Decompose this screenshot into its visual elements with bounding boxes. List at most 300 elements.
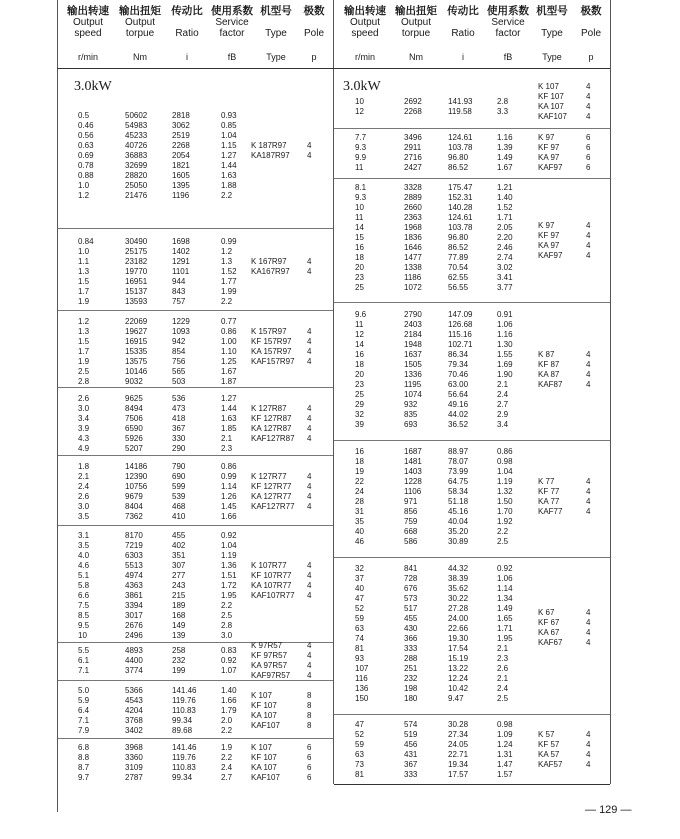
factor-cell: 3.3	[497, 107, 509, 116]
factor-cell: 1.55	[497, 350, 513, 359]
ratio-cell: 232	[172, 656, 186, 665]
pole-cell: 4	[586, 628, 591, 637]
speed-cell: 40	[355, 584, 364, 593]
factor-cell: 1.90	[497, 370, 513, 379]
torque-cell: 3394	[125, 601, 143, 610]
torque-cell: 4400	[125, 656, 143, 665]
factor-cell: 2.5	[497, 537, 509, 546]
speed-cell: 1.3	[78, 267, 90, 276]
speed-cell: 4.3	[78, 434, 90, 443]
ratio-cell: 258	[172, 646, 186, 655]
type-cell: KAF107R77	[251, 591, 295, 600]
speed-cell: 3.1	[78, 531, 90, 540]
torque-cell: 2268	[404, 107, 422, 116]
torque-cell: 1481	[404, 457, 422, 466]
left-group-4-pole-column	[307, 404, 311, 444]
factor-cell: 0.92	[497, 564, 513, 573]
pole-cell: 4	[586, 102, 591, 111]
right-group-divider	[334, 302, 610, 303]
torque-cell: 32699	[125, 161, 148, 170]
right-group-1-ratio-column	[448, 97, 472, 117]
factor-cell: 1.44	[221, 404, 237, 413]
speed-cell: 3.5	[78, 541, 90, 550]
torque-cell: 25050	[125, 181, 148, 190]
torque-cell: 16915	[125, 337, 148, 346]
factor-cell: 1.95	[497, 634, 513, 643]
type-cell: KF 97	[538, 231, 560, 240]
torque-cell: 455	[404, 614, 418, 623]
speed-cell: 9.3	[355, 143, 367, 152]
torque-cell: 5926	[125, 434, 143, 443]
torque-cell: 45233	[125, 131, 148, 140]
speed-cell: 1.7	[78, 287, 90, 296]
right-group-divider	[334, 557, 610, 558]
factor-cell: 1.49	[497, 153, 513, 162]
pole-cell: 8	[307, 711, 312, 720]
torque-cell: 2889	[404, 193, 422, 202]
factor-cell: 0.92	[221, 656, 237, 665]
unit-torque-right: Nm	[409, 52, 423, 62]
left-group-5-type-column	[251, 472, 295, 512]
factor-cell: 1.77	[221, 277, 237, 286]
left-group-6-ratio-column	[172, 531, 185, 641]
speed-cell: 4.6	[78, 561, 90, 570]
factor-cell: 2.5	[497, 694, 509, 703]
pole-cell: 4	[307, 434, 312, 443]
factor-cell: 1.40	[497, 193, 513, 202]
torque-cell: 4543	[125, 696, 143, 705]
right-group-3-ratio-column	[448, 183, 472, 293]
factor-cell: 0.98	[497, 457, 513, 466]
factor-cell: 1.67	[497, 163, 513, 172]
power-label-left: 3.0kW	[74, 79, 112, 94]
factor-cell: 1.31	[497, 750, 513, 759]
pole-cell: 4	[307, 327, 312, 336]
torque-cell: 971	[404, 497, 418, 506]
right-group-7-ratio-column	[448, 720, 468, 780]
pole-cell: 4	[307, 591, 312, 600]
factor-cell: 1.2	[221, 247, 233, 256]
pole-cell: 4	[586, 251, 591, 260]
left-group-9-type-column	[251, 743, 280, 783]
type-cell: KF 107	[251, 753, 277, 762]
right-group-5-type-column	[538, 477, 562, 517]
left-group-2-pole-column	[307, 257, 311, 277]
pole-cell: 6	[307, 753, 312, 762]
type-cell: KF 97R57	[251, 651, 288, 660]
left-group-7-pole-column	[307, 641, 311, 681]
ratio-cell: 99.34	[172, 773, 193, 782]
pole-cell: 4	[586, 507, 591, 516]
factor-cell: 1.04	[221, 131, 237, 140]
ratio-cell: 19.30	[448, 634, 469, 643]
torque-cell: 759	[404, 517, 418, 526]
speed-cell: 81	[355, 770, 364, 779]
torque-cell: 288	[404, 654, 418, 663]
factor-cell: 1.72	[221, 581, 237, 590]
factor-cell: 0.91	[497, 310, 513, 319]
torque-cell: 2496	[125, 631, 143, 640]
unit-pole-left: p	[311, 52, 317, 62]
pole-cell: 6	[586, 153, 591, 162]
type-cell: KF 127R77	[251, 482, 292, 491]
header-factor-left: 使用系数 Service factor	[211, 5, 253, 39]
left-group-8-speed-column	[78, 686, 89, 736]
type-cell: K 127R87	[251, 404, 287, 413]
torque-cell: 50602	[125, 111, 148, 120]
factor-cell: 1.71	[497, 213, 513, 222]
factor-cell: 1.15	[221, 141, 237, 150]
right-group-divider	[334, 440, 610, 441]
ratio-cell: 1101	[172, 267, 190, 276]
factor-cell: 1.63	[221, 171, 237, 180]
header-torque-right: 输出扭矩 Output torpue	[395, 5, 437, 39]
factor-cell: 0.99	[221, 472, 237, 481]
torque-cell: 6303	[125, 551, 143, 560]
pole-cell: 4	[307, 561, 312, 570]
torque-cell: 3109	[125, 763, 143, 772]
pole-cell: 6	[307, 773, 312, 782]
type-cell: KA 67	[538, 628, 560, 637]
header-ratio-left: 传动比 Ratio	[171, 5, 203, 39]
ratio-cell: 536	[172, 394, 186, 403]
pole-cell: 4	[307, 151, 312, 160]
right-group-6-speed-column	[355, 564, 368, 704]
type-cell: KAF97R57	[251, 671, 291, 680]
ratio-cell: 99.34	[172, 716, 193, 725]
torque-cell: 19770	[125, 267, 148, 276]
ratio-cell: 539	[172, 492, 186, 501]
factor-cell: 2.1	[497, 644, 509, 653]
type-cell: KA167R97	[251, 267, 290, 276]
left-border	[57, 0, 58, 812]
right-group-3-torque-column	[404, 183, 422, 293]
factor-cell: 3.41	[497, 273, 513, 282]
speed-cell: 7.5	[78, 601, 90, 610]
torque-cell: 4893	[125, 646, 143, 655]
ratio-cell: 51.18	[448, 497, 469, 506]
speed-cell: 5.5	[78, 646, 90, 655]
ratio-cell: 30.89	[448, 537, 469, 546]
ratio-cell: 307	[172, 561, 186, 570]
factor-cell: 0.85	[221, 121, 237, 130]
ratio-cell: 15.19	[448, 654, 469, 663]
pole-cell: 4	[307, 347, 312, 356]
type-cell: KA 87	[538, 370, 560, 379]
ratio-cell: 351	[172, 551, 186, 560]
factor-cell: 1.09	[497, 730, 513, 739]
left-group-divider	[58, 642, 333, 643]
type-cell: KAF57	[538, 760, 563, 769]
type-cell: K 157R97	[251, 327, 287, 336]
ratio-cell: 56.55	[448, 283, 469, 292]
right-group-2-pole-column	[586, 133, 590, 173]
right-group-4-torque-column	[404, 310, 422, 430]
torque-cell: 932	[404, 400, 418, 409]
type-cell: K 187R97	[251, 141, 287, 150]
factor-cell: 1.47	[497, 760, 513, 769]
factor-cell: 1.52	[497, 203, 513, 212]
torque-cell: 36883	[125, 151, 148, 160]
left-group-divider	[58, 738, 333, 739]
torque-cell: 1338	[404, 263, 422, 272]
ratio-cell: 35.62	[448, 584, 469, 593]
speed-cell: 1.7	[78, 347, 90, 356]
ratio-cell: 35.20	[448, 527, 469, 536]
speed-cell: 23	[355, 380, 364, 389]
right-group-4-pole-column	[586, 350, 590, 390]
type-cell: KA 97	[538, 153, 560, 162]
torque-cell: 13593	[125, 297, 148, 306]
ratio-cell: 124.61	[448, 133, 473, 142]
left-group-8-ratio-column	[172, 686, 196, 736]
torque-cell: 3861	[125, 591, 143, 600]
ratio-cell: 56.64	[448, 390, 469, 399]
torque-cell: 10146	[125, 367, 148, 376]
speed-cell: 46	[355, 537, 364, 546]
pole-cell: 4	[586, 618, 591, 627]
torque-cell: 3774	[125, 666, 143, 675]
factor-cell: 2.74	[497, 253, 513, 262]
factor-cell: 1.06	[497, 574, 513, 583]
torque-cell: 1186	[404, 273, 422, 282]
left-group-1-torque-column	[125, 111, 147, 201]
pole-cell: 6	[307, 743, 312, 752]
pole-cell: 6	[586, 143, 591, 152]
ratio-cell: 141.93	[448, 97, 473, 106]
left-group-8-torque-column	[125, 686, 143, 736]
right-group-5-torque-column	[404, 447, 422, 547]
speed-cell: 12	[355, 330, 364, 339]
factor-cell: 2.9	[497, 410, 509, 419]
right-group-divider	[334, 714, 610, 715]
speed-cell: 8.1	[355, 183, 367, 192]
speed-cell: 32	[355, 564, 364, 573]
ratio-cell: 215	[172, 591, 186, 600]
ratio-cell: 13.22	[448, 664, 469, 673]
factor-cell: 2.3	[497, 654, 509, 663]
ratio-cell: 22.66	[448, 624, 469, 633]
torque-cell: 1687	[404, 447, 422, 456]
factor-cell: 3.02	[497, 263, 513, 272]
ratio-cell: 149	[172, 621, 186, 630]
type-cell: KF 157R97	[251, 337, 292, 346]
speed-cell: 52	[355, 604, 364, 613]
torque-cell: 3768	[125, 716, 143, 725]
right-group-1-type-column	[538, 82, 567, 122]
torque-cell: 456	[404, 740, 418, 749]
factor-cell: 1.30	[497, 340, 513, 349]
torque-cell: 4204	[125, 706, 143, 715]
torque-cell: 28820	[125, 171, 148, 180]
ratio-cell: 102.71	[448, 340, 473, 349]
torque-cell: 1074	[404, 390, 422, 399]
right-group-2-torque-column	[404, 133, 422, 173]
page-number-value: 129	[599, 804, 618, 816]
torque-cell: 2403	[404, 320, 422, 329]
pole-cell: 4	[586, 730, 591, 739]
page-number-dash-right: —	[620, 804, 632, 816]
factor-cell: 1.16	[497, 330, 513, 339]
left-group-4-torque-column	[125, 394, 143, 454]
ratio-cell: 473	[172, 404, 186, 413]
type-cell: KF 77	[538, 487, 560, 496]
torque-cell: 2676	[125, 621, 143, 630]
type-cell: KAF107	[251, 721, 280, 730]
unit-ratio-left: i	[186, 52, 188, 62]
left-group-5-ratio-column	[172, 462, 185, 522]
factor-cell: 0.98	[497, 720, 513, 729]
torque-cell: 2363	[404, 213, 422, 222]
speed-cell: 3.4	[78, 414, 90, 423]
ratio-cell: 2268	[172, 141, 190, 150]
factor-cell: 1.25	[221, 357, 237, 366]
left-group-6-torque-column	[125, 531, 143, 641]
ratio-cell: 599	[172, 482, 186, 491]
speed-cell: 2.5	[78, 367, 90, 376]
type-cell: KAF97	[538, 251, 563, 260]
torque-cell: 7506	[125, 414, 143, 423]
pole-cell: 4	[586, 112, 591, 121]
right-group-6-factor-column	[497, 564, 513, 704]
right-group-divider	[334, 178, 610, 179]
torque-cell: 2660	[404, 203, 422, 212]
ratio-cell: 140.28	[448, 203, 473, 212]
ratio-cell: 455	[172, 531, 186, 540]
factor-cell: 1.24	[497, 740, 513, 749]
torque-cell: 9032	[125, 377, 143, 386]
ratio-cell: 27.28	[448, 604, 469, 613]
header-torque-left: 输出扭矩 Output torpue	[119, 5, 161, 39]
speed-cell: 3.0	[78, 404, 90, 413]
type-cell: KAF87	[538, 380, 563, 389]
torque-cell: 1336	[404, 370, 422, 379]
pole-cell: 4	[307, 661, 312, 670]
torque-cell: 198	[404, 684, 418, 693]
pole-cell: 4	[307, 581, 312, 590]
factor-cell: 1.57	[497, 770, 513, 779]
torque-cell: 3968	[125, 743, 143, 752]
ratio-cell: 78.07	[448, 457, 469, 466]
ratio-cell: 30.22	[448, 594, 469, 603]
speed-cell: 11	[355, 163, 364, 172]
right-group-1-torque-column	[404, 97, 422, 117]
power-label-right: 3.0kW	[343, 79, 381, 94]
torque-cell: 6590	[125, 424, 143, 433]
speed-cell: 107	[355, 664, 369, 673]
factor-cell: 3.4	[497, 420, 509, 429]
pole-cell: 4	[586, 608, 591, 617]
header-speed-right: 输出转速 Output speed	[344, 5, 386, 39]
right-group-7-pole-column	[586, 730, 590, 770]
type-cell: KA 107R77	[251, 581, 292, 590]
unit-ratio-right: i	[462, 52, 464, 62]
right-group-4-type-column	[538, 350, 562, 390]
pole-cell: 6	[307, 763, 312, 772]
factor-cell: 1.34	[497, 594, 513, 603]
torque-cell: 3402	[125, 726, 143, 735]
torque-cell: 5207	[125, 444, 143, 453]
header-rule	[57, 68, 610, 69]
speed-cell: 25	[355, 283, 364, 292]
speed-cell: 22	[355, 477, 364, 486]
factor-cell: 1.88	[221, 181, 237, 190]
torque-cell: 9625	[125, 394, 143, 403]
speed-cell: 47	[355, 594, 364, 603]
ratio-cell: 942	[172, 337, 186, 346]
type-cell: K 97R57	[251, 641, 283, 650]
ratio-cell: 38.39	[448, 574, 469, 583]
factor-cell: 1.50	[497, 497, 513, 506]
factor-cell: 1.21	[497, 183, 513, 192]
left-group-divider	[58, 455, 333, 456]
left-group-6-pole-column	[307, 561, 311, 601]
torque-cell: 2692	[404, 97, 422, 106]
torque-cell: 22069	[125, 317, 148, 326]
torque-cell: 180	[404, 694, 418, 703]
torque-cell: 232	[404, 674, 418, 683]
type-cell: KA187R97	[251, 151, 290, 160]
factor-cell: 1.07	[221, 666, 237, 675]
speed-cell: 0.84	[78, 237, 94, 246]
pole-cell: 6	[586, 163, 591, 172]
speed-cell: 8.5	[78, 611, 90, 620]
speed-cell: 25	[355, 390, 364, 399]
type-cell: KF 107	[538, 92, 564, 101]
ratio-cell: 77.89	[448, 253, 469, 262]
speed-cell: 16	[355, 350, 364, 359]
left-group-3-type-column	[251, 327, 295, 367]
ratio-cell: 2054	[172, 151, 190, 160]
torque-cell: 21476	[125, 191, 148, 200]
left-group-7-type-column	[251, 641, 290, 681]
ratio-cell: 45.16	[448, 507, 469, 516]
ratio-cell: 86.52	[448, 163, 469, 172]
speed-cell: 39	[355, 420, 364, 429]
type-cell: KF 67	[538, 618, 560, 627]
factor-cell: 2.1	[497, 674, 509, 683]
speed-cell: 18	[355, 360, 364, 369]
pole-cell: 4	[586, 487, 591, 496]
ratio-cell: 189	[172, 601, 186, 610]
speed-cell: 1.1	[78, 257, 90, 266]
left-group-4-factor-column	[221, 394, 237, 454]
right-group-2-speed-column	[355, 133, 366, 173]
pole-cell: 4	[307, 482, 312, 491]
right-group-6-pole-column	[586, 608, 590, 648]
factor-cell: 1.95	[221, 591, 237, 600]
speed-cell: 1.0	[78, 181, 90, 190]
type-cell: KA 127R77	[251, 492, 292, 501]
speed-cell: 2.8	[78, 377, 90, 386]
ratio-cell: 1196	[172, 191, 190, 200]
ratio-cell: 565	[172, 367, 186, 376]
factor-cell: 0.77	[221, 317, 237, 326]
torque-cell: 2427	[404, 163, 422, 172]
type-cell: K 167R97	[251, 257, 287, 266]
torque-cell: 5513	[125, 561, 143, 570]
right-group-divider	[334, 128, 610, 129]
torque-cell: 15137	[125, 287, 148, 296]
left-group-9-speed-column	[78, 743, 89, 783]
factor-cell: 1.27	[221, 394, 237, 403]
factor-cell: 2.2	[497, 527, 509, 536]
header-type-left: 机型号 Type	[260, 5, 292, 39]
torque-cell: 1948	[404, 340, 422, 349]
pole-cell: 4	[307, 641, 312, 650]
speed-cell: 35	[355, 517, 364, 526]
pole-cell: 4	[586, 370, 591, 379]
